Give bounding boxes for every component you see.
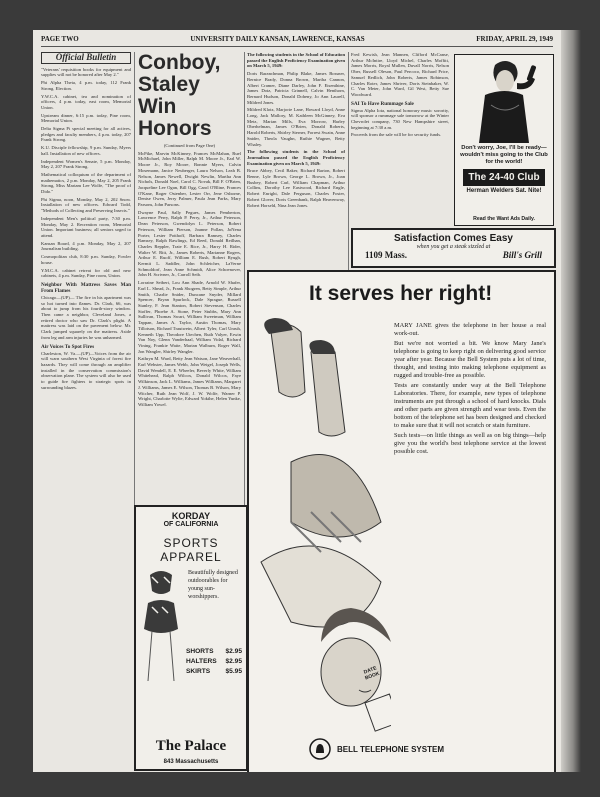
bell-ad-headline: It serves her right!	[309, 282, 493, 305]
palace-desc: Beautifully designed outdoorables for young sun-worshippers.	[188, 570, 238, 600]
price-item-value: $5.95	[225, 668, 242, 675]
honors-p6: Doris Baranchman, Philip Blake, James Bossner, Bernice Brady, Donna Brown, Martha Cannon, Albert Cramer, Diane Darley, John F. Eisenthine, James Dotz, Patricia Grinnell, Calvin Henthorn, Bernard Hudson, Donald Doheny, Jo Ann Laurell, Mildred Jones.	[247, 71, 345, 105]
palace-address: 843 Massachusetts	[163, 759, 219, 765]
palace-ad	[134, 505, 248, 771]
palace-price-list	[186, 647, 242, 677]
honors-p10: Fred Kewish, Jean Mannen, Clifford McCanse, Arthur McIntire, Lloyd Michel, Charles Moffitt, James Morris, Royal Mullen, Duvall Norris, Nelson Ober, Russell Oleson, Paul Percoco, Richard Price, Samuel Redlich, John Roberts, James Robinson, Charles Roter, James Shriver, Doris Steinbaker, W. C. Van Meter, John Ward, Gil West, Betty Sue Woodward.	[351, 52, 449, 97]
issue-date: FRIDAY, APRIL 29, 1949	[476, 35, 553, 43]
swimsuit-illustration	[138, 565, 184, 685]
bulletin-item: Phi Alpha Theta, 4 p.m. today, 112 Frank Strong. Election.	[41, 80, 131, 91]
sai-headline: SAI To Have Rummage Sale	[351, 100, 414, 107]
masthead	[41, 32, 553, 47]
bell-ad-p3: Tests are constantly under way at the Bell Telephone Laboratories. There, for example, new types of telephone instruments are put through a school of hard knocks. Dials and other parts are given strength and wear tests. Even the bottom of the telephone set has been designed and checked to make sure that it will not scratch or stain furniture.	[394, 382, 546, 429]
bell-system-name: BELL TELEPHONE SYSTEM	[337, 744, 444, 754]
honors-headline: Conboy, Staley Win Honors	[138, 52, 221, 140]
bulletin-item: Delta Sigma Pi special meeting for all actives, pledges and faculty members, 4 p.m. today, 207 Frank Strong.	[41, 126, 131, 143]
bell-ad-p4: Such tests—on little things as well as on big things—help give you the world's best telephone service at the lowest possible cost.	[394, 432, 546, 455]
bills-grill-headline: Satisfaction Comes Easy	[394, 233, 513, 244]
story2-body: Charleston, W. Va.—(UP)—Voices from the air will warn southern West Virginia of forest fire hazards. They will come through an amplifier installed in the conservation commission's observation plane. The system will also be used to guide fire fighters to strategic spots in surrounding blazes.	[41, 350, 131, 390]
bulletin-column	[41, 52, 131, 552]
bell-logo-icon	[309, 738, 331, 760]
honors-p9: Bruce Abbey, Cecil Baker, Richard Barton, Robert Benne, Lyle Brown, George L. Brown, Jr., Joan Busbey, Robert Carl, William Chapman, Arthur Collins, Dorothy Lee Eastwood, Richard Engle, Robert Enright, Dale Ferguson, Charles Foster, Robert Glover, Doris Greenbank, Ralph Heavenway, Robert Horseld, Nina Jean Jones.	[247, 168, 345, 208]
club-ad-sub: Herman Welders Sat. Nite!	[466, 188, 542, 194]
bulletin-item: Upstream dinner, 6:15 p.m. today, Pine room, Memorial Union.	[41, 112, 131, 124]
bell-ad-signature	[309, 738, 444, 760]
honors-p1: McPike, Marvin McKinney, Frances McMahan, Ruel McMichael, John Miller, Ralph M. Moore Jr., Earl W. Moore Jr., Roy Moore, Bonnie Myers, Calvin Mosemann, Janice Neuberger, Laura Nelson, Leah B. Nelson, James Newell, Dwight Newlin, Martha Ann Nichols, Donald Noel, Carol C. Novak, Bill F. O'Brien, Jacqueline Lee Ogan, Bill Ogg, Carol O'Bline, Frances O'Kane, Roger Ostenber, Lester Orr, Jene Osborne, Denise Owen, Jerry Palmer, Paula Jean Parks, Mary Parsons, John Parsons.	[138, 150, 241, 208]
bulletin-item: Mathematical colloquium of the department of mathematics, 2 p.m. Monday, May 2, 205 Frank Strong, Miss Mariam Lee Wolfe, "The proof of Dido."	[41, 171, 131, 195]
bell-ad-copy	[394, 322, 546, 612]
honors-column-1	[138, 52, 241, 482]
bulletin-item: Independent Women's Senate, 5 p.m. Monday, May 2, 207 Frank Strong.	[41, 158, 131, 170]
honors-p5: The following students in the School of Education passed the English Proficiency Examination given on March 5, 1949:	[247, 52, 345, 69]
column-rule	[244, 52, 245, 552]
bulletin-title: Official Bulletin	[41, 52, 131, 64]
bell-ad	[247, 270, 556, 772]
honors-continued: (Continued from Page One)	[163, 143, 216, 148]
newspaper-page	[33, 30, 561, 772]
bulletin-item: K.U. Disciple fellowship, 9 p.m. Sunday, Myers hall. Installation of new officers.	[41, 145, 131, 156]
page-edge	[561, 30, 581, 772]
palace-store-name: The Palace	[155, 738, 227, 754]
paper-name: UNIVERSITY DAILY KANSAN, LAWRENCE, KANSAS	[190, 35, 365, 43]
palace-california: OF CALIFORNIA	[163, 521, 219, 528]
bulletin-item: Cosmopolitan club, 8:30 p.m. Sunday, Fowler house.	[41, 254, 131, 265]
date-book-label: DATE BOOK	[363, 665, 381, 682]
honors-p2: Dwayne Paul, Sally Pegues, James Pemberton, Lawrence Perry, Ralph P. Perry, Jr., Arthur Peterson, Dean Peterson, Gwendolyn L. Peterson, Robert Peterson, William Pierson, Joanne Pollan, JoNena Porter, Lester Potthoff, Barbara Ramsey, Charles Ramsey, Ralph Rawlings, Ed Reed, Donald Reilhan, Charles Reppler, Traie E. Rice, Jr., Harry H. Rider, Walter W. Ritt, Jr., James Roberts, Marianne Rogers, Arthur E. Ruoff, William E. Rush, Robert Ryugh, Kermit L. Saddler, John Schleicher, LaVerne Schmoldorf, Jean Anne Schmidt, Alice Schoenover, John H. Scrivner, Jr., Carroll Seib.	[138, 209, 241, 278]
price-item-name: SKIRTS	[186, 668, 211, 675]
bell-ad-p1: MARY JANE gives the telephone in her house a real work-out.	[394, 322, 546, 337]
bulletin-item: Phi Sigma, noon, Monday, May 2, 202 Snow. Installation of new officers. Edward Todd, "Methods of Collecting and Preserving Insects."	[41, 196, 131, 214]
bulletin-item: "Veterans' requisition books for equipment and supplies will not be honored after May 2."	[41, 66, 131, 78]
column-rule	[134, 52, 135, 552]
honors-p4: Kathryn M. Ward, Betty Jean Watson, Jane Weaverhall, Earl Webster, James Webb, John Weigel, Joseph Wells, David Wendell, E. E. Wheeler, Beverly White, William Whitehead, Ralph Wilcox, Donald Wilcox, Faye Wilkinson, Jack L. Williams, James Williams, Margaret J. Williams, James E. Wilson, Thomas B. Wilson, Mary Witcher, Ruth Jean Wolf, J. W. Wolfe, Warner P. Wright, Charlotte Wylie, Edward Yokthe, Helen Yunke, William Yowel.	[138, 356, 241, 407]
price-item-name: SHORTS	[186, 648, 214, 655]
story1-headline: Neighbor With Mattress Saves Man From Flames	[41, 281, 131, 294]
column-rule	[348, 52, 349, 272]
price-item-value: $2.95	[225, 658, 242, 665]
bell-ad-p2: But we're not worried a bit. We know Mary Jane's telephone is going to keep right on delivering good service year after year. Because the Bell System puts a lot of time, thought, and testing into making telephone equipment as rugged and trouble-free as possible.	[394, 340, 546, 379]
club-ad	[454, 54, 554, 226]
price-item-name: HALTERS	[186, 658, 217, 665]
palace-korday: KORDAY	[171, 511, 211, 521]
price-row	[186, 647, 242, 657]
want-ads-note: Read the Want Ads Daily.	[473, 216, 535, 222]
price-row	[186, 657, 242, 667]
story2-headline: Air Voices To Spot Fires	[41, 343, 95, 350]
journalism-column	[351, 52, 449, 222]
price-item-value: $2.95	[225, 648, 242, 655]
honors-p7: Mildred Klotz, Marjorie Lane, Howard Lloyd, Anne Long, Jack Mallory, M. Kathleen McGinney, Eva Metz, Marian Mills, Eva Morrow, Harley Oberhelman, James O'Brien, Donald Roberts, Harold Roberts, Shirley Sterner, Forrest Swain, Anne Snider, Theola Vaughn, Ruthie Wagner, Betty Whaley.	[247, 107, 345, 147]
story1-body: Chicago—(UP)— The fire in his apartment was so hot turned into flames. Dr. Clark, 66, was about to jump from his fourth-story window. Then came a neighbor, Cleveland Jones, a retired doctor who saw Dr. Clark's plight. A mattress was laid on the pavement below. Mr. Clark jumped squarely on the mattress. Aside from leg and arm injuries he was unharmed.	[41, 294, 131, 340]
honors-p8: The following students in the School of Journalism passed the English Proficiency Examination given on March 5, 1949:	[247, 149, 345, 166]
club-ad-title: The 24-40 Club	[463, 169, 545, 186]
club-ad-illustration	[455, 55, 553, 145]
bills-grill-ad	[351, 228, 556, 268]
sai-body-2: Proceeds from the sale will be for security funds.	[351, 132, 442, 138]
bulletin-item: Y.M.C.A. cabinet retreat for old and new cabinets, 4 p.m. Sunday, Pine room, Union.	[41, 267, 131, 279]
bulletin-list	[41, 67, 131, 279]
honors-p3: Lorraine Seibert, Lou Ann Shade, Arnold W. Shafer, Earl L. Shead, Jr., Frank Shogren, Betty Simple, Arthur Smith, Charlie Snider, Duncane Snyder, Millard Spencer, Bryan Spurlock, Dale Sprague, Russell Stanley, F. Jean Stanton, Robert Stevenson, Charles Stoffer, Phoebe A. Stone, Peter Stubbs, Mary Ann Sullivan, Thomas Swart, William Sweetman, William Tappan, James A. Taylor, Austin Thomas, Mary Tillotson, Richard Trautwein, Albert Tyler, Carl Unruh, Kenneth Upp, Theodore Utechen, Ruth Valyer, Erwin Van Noy, Glenn Vanderhaal, William Vidal, Richard Vining, Frankie Waite, Marian Walburn, Roger Wall, Jon Wangler, Shirley Wangler.	[138, 280, 241, 354]
page-number: PAGE TWO	[41, 35, 79, 43]
price-row	[186, 667, 242, 677]
bulletin-item: Y.W.C.A. cabinet, tea and nomination of officers, 4 p.m. today, east room, Memorial Union.	[41, 93, 131, 110]
bulletin-item: Independent Men's political party, 7:30 p.m. Monday, May 2. Recreation room, Memorial Union. Important business; all seniors urged to attend.	[41, 215, 131, 238]
bills-grill-address: 1109 Mass.	[365, 250, 408, 260]
club-ad-caption: Don't worry, Joe, I'll be ready—wouldn't miss going to the Club for the world!	[460, 145, 548, 165]
bills-grill-footer	[353, 250, 554, 260]
sai-body: Sigma Alpha Iota, national honorary music sorority, will sponsor a rummage sale tomorrow at the Winter Chevrolet company, 730 New Hampshire street, beginning at 7:30 a.m.	[351, 107, 449, 130]
bills-grill-sub: when you get a steak sizzled at	[416, 244, 491, 250]
bills-grill-name: Bill's Grill	[502, 250, 542, 260]
bulletin-item: Kansan Board, 4 p.m. Monday, May 2, 207 Journalism building.	[41, 240, 131, 252]
palace-title: SPORTS APPAREL	[160, 536, 222, 564]
